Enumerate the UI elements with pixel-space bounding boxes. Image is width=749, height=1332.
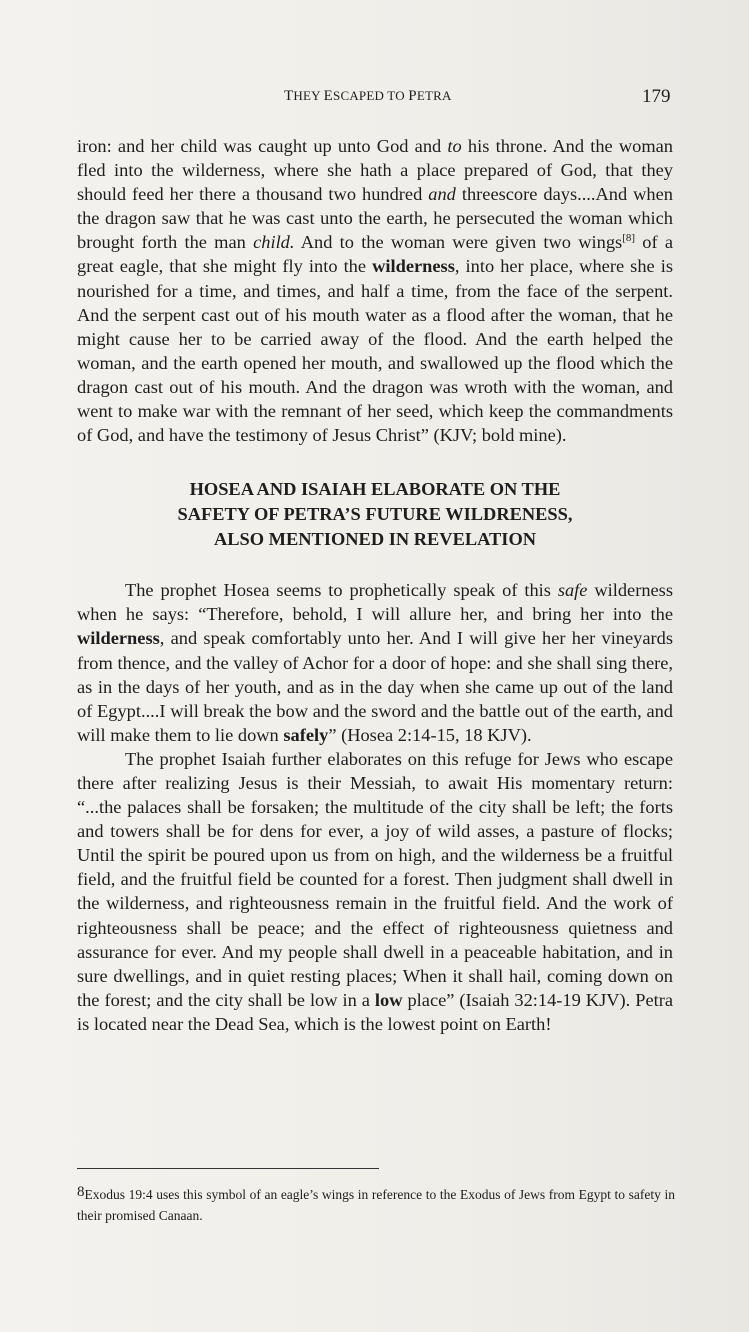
footnote (77, 1182, 675, 1226)
paragraph-isaiah: The prophet Isaiah further elaborates on this refuge for Jews who escape there after realizing Jesus is their Messiah, to await His momentary return: “...the palaces shall be forsaken; the multitude of the city shall be left; the forts and towers shall be for dens for ever, a joy of wild asses, a pasture of flocks; Until the spirit be poured upon us from on high, and the wilderness be a fruitful field, and the fruitful field be counted for a forest. Then judgment shall dwell in the wilderness, and righteousness remain in the fruitful field. And the work of righteousness shall be peace; and the effect of righteousness quietness and assurance for ever. And my people shall dwell in a peaceable habitation, and in sure dwellings, and in quiet resting places; When it shall hail, coming down on the forest; and the city shall be low in a low place” (Isaiah 32:14-19 KJV). Petra is located near the Dead Sea, which is the lowest point on Earth! (77, 748, 673, 1034)
section-heading: HOSEA AND ISAIAH ELABORATE ON THE SAFETY OF PETRA’S FUTURE WILDRENESS, ALSO MENTIONED IN REVELATION (177, 479, 573, 550)
footnote-number: 8 (77, 1184, 85, 1200)
running-header (0, 86, 749, 116)
footnote-text: Exodus 19:4 uses this symbol of an eagle’s wings in reference to the Exodus of Jews from Egypt to safety in their promised Canaan. (77, 1187, 675, 1223)
body-text (77, 134, 673, 1036)
paragraph-revelation-quote: iron: and her child was caught up unto God and to his throne. And the woman fled into the wilderness, where she hath a place prepared of God, that they should feed her there a thousand two hundred and threescore days....And when the dragon saw that he was cast unto the earth, he persecuted the woman which brought forth the man child. And to the woman were given two wings[8] of a great eagle, that she might fly into the wilderness, into her place, where she is nourished for a time, and times, and half a time, from the face of the serpent. And the serpent cast out of his mouth water as a flood after the woman, that he might cause her to be carried away of the flood. And the earth helped the woman, and the earth opened her mouth, and swallowed up the flood which the dragon cast out of his mouth. And the dragon was wroth with the woman, and went to make war with the remnant of her seed, which keep the commandments of God, and have the testimony of Jesus Christ” (KJV; bold mine). (77, 136, 674, 446)
footnote-divider (77, 1168, 379, 1169)
page-number: 179 (642, 86, 671, 107)
running-head-title: THEY ESCAPED TO PETRA (284, 88, 452, 104)
footnote-reference[interactable]: [8] (622, 232, 636, 245)
paragraph-hosea: The prophet Hosea seems to prophetically speak of this safe wilderness when he says: “Therefore, behold, I will allure her, and bring her into the wilderness, and speak comfortably unto her. And I will give her her vineyards from thence, and the valley of Achor for a door of hope: and she shall sing there, as in the days of her youth, and as in the day when she came up out of the land of Egypt....I will break the bow and the sword and the battle out of the earth, and will make them to lie down safely” (Hosea 2:14-15, 18 KJV). (77, 580, 673, 745)
